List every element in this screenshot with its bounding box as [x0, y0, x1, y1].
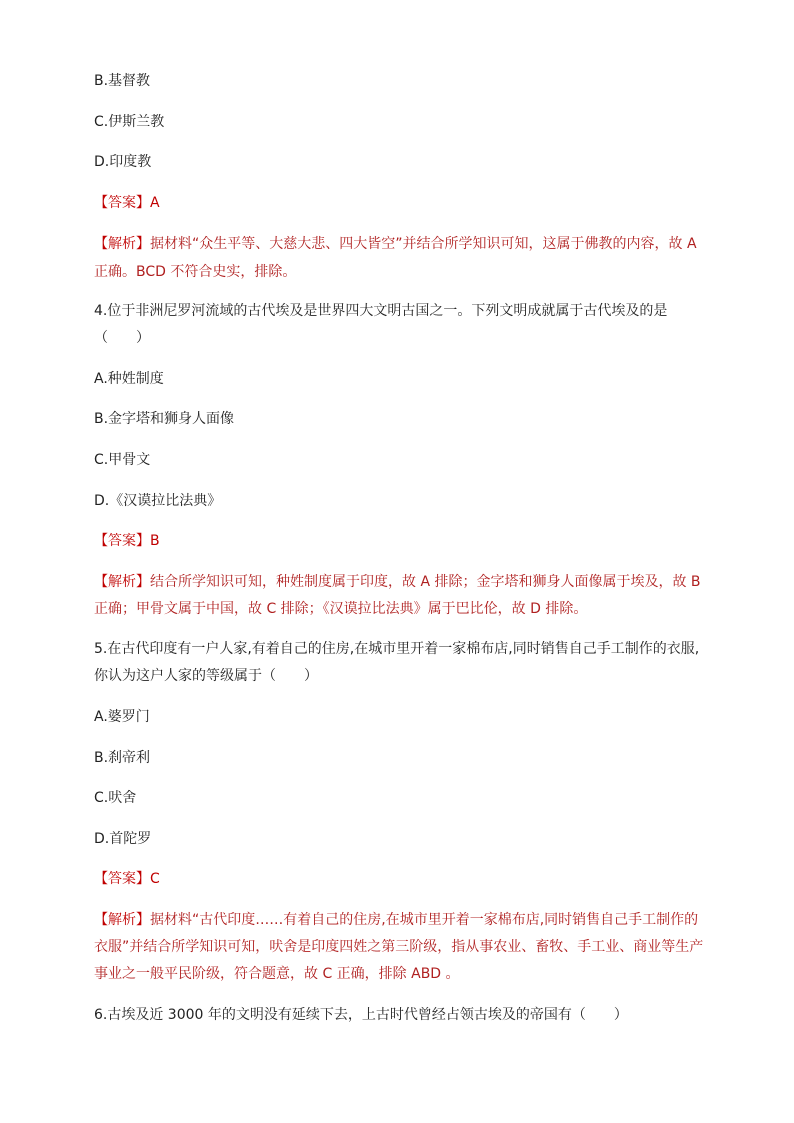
answer-tag: 【答案】: [94, 195, 150, 211]
q4-stem-line-2: （ ）: [94, 330, 150, 346]
q3-option-c: C.伊斯兰教: [94, 114, 165, 130]
answer-tag: 【答案】: [94, 533, 150, 549]
analysis-text: 结合所学知识可知，种姓制度属于印度，故 A 排除；金字塔和狮身人面像属于埃及，故 B: [150, 574, 701, 590]
analysis-text: 据材料“众生平等、大慈大悲、四大皆空”并结合所学知识可知，这属于佛教的内容，故 A: [150, 236, 697, 252]
analysis-tag: 【解析】: [94, 912, 150, 928]
q5-analysis-line-3: 事业之一般平民阶级，符合题意，故 C 正确，排除 ABD 。: [94, 966, 460, 982]
q4-option-d: D.《汉谟拉比法典》: [94, 493, 222, 509]
q4-option-b: B.金字塔和狮身人面像: [94, 411, 235, 427]
q4-stem-line-1: 4.位于非洲尼罗河流域的古代埃及是世界四大文明古国之一。下列文明成就属于古代埃及的是: [94, 303, 668, 319]
analysis-tag: 【解析】: [94, 574, 150, 590]
q4-analysis-line-2: 正确；甲骨文属于中国，故 C 排除；《汉谟拉比法典》属于巴比伦，故 D 排除。: [94, 601, 588, 617]
q5-stem-line-2: 你认为这户人家的等级属于（ ）: [94, 668, 318, 684]
q6-stem-line-1: 6.古埃及近 3000 年的文明没有延续下去，上古时代曾经占领古埃及的帝国有（ ）: [94, 1007, 628, 1023]
q5-answer: [94, 866, 714, 892]
q5-option-d: D.首陀罗: [94, 831, 152, 847]
q4-answer: [94, 528, 714, 554]
analysis-text: 据材料“古代印度……有着自己的住房,在城市里开着一家棉布店,同时销售自己手工制作的: [150, 912, 699, 928]
q3-option-b: B.基督教: [94, 73, 151, 89]
q4-option-a: A.种姓制度: [94, 371, 164, 387]
q5-analysis-line-2: 衣服”并结合所学知识可知，吠舍是印度四姓之第三阶级，指从事农业、畜牧、手工业、商业等生产: [94, 939, 704, 955]
q5-stem-line-1: 5.在古代印度有一户人家,有着自己的住房,在城市里开着一家棉布店,同时销售自己手工制作的衣服,: [94, 641, 700, 657]
answer-value: C: [150, 871, 160, 887]
q4-option-c: C.甲骨文: [94, 452, 151, 468]
analysis-tag: 【解析】: [94, 236, 150, 252]
q5-option-c: C.吠舍: [94, 790, 137, 806]
answer-tag: 【答案】: [94, 871, 150, 887]
q3-analysis-line-1: [94, 231, 714, 257]
answer-value: A: [150, 195, 160, 211]
answer-value: B: [150, 533, 160, 549]
q3-answer: [94, 190, 714, 216]
q3-analysis-line-2: 正确。BCD 不符合史实，排除。: [94, 264, 297, 280]
q5-analysis-line-1: [94, 907, 714, 933]
q5-option-b: B.刹帝利: [94, 750, 151, 766]
q3-option-d: D.印度教: [94, 154, 152, 170]
q4-analysis-line-1: [94, 569, 714, 595]
q5-option-a: A.婆罗门: [94, 709, 150, 725]
